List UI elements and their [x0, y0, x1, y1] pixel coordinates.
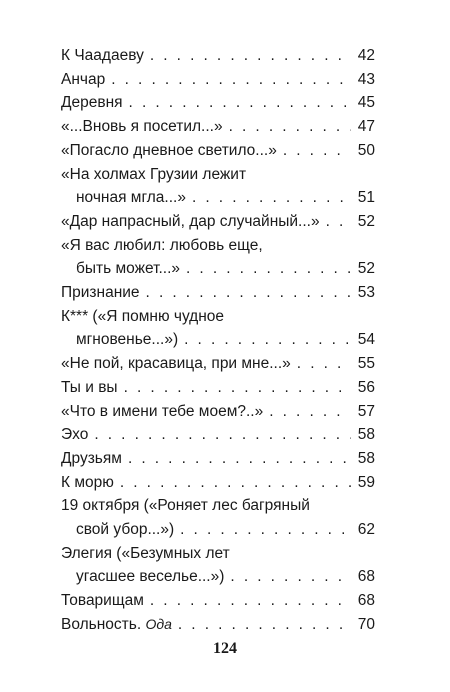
toc-page: 70: [357, 615, 375, 633]
toc-title: Анчар: [61, 70, 106, 88]
toc-entry: [61, 234, 375, 281]
leader-dots: [283, 139, 351, 163]
toc-page: 68: [357, 592, 375, 610]
toc-title: Признание: [61, 284, 140, 302]
toc-entry: [61, 115, 375, 139]
toc-entry: [61, 589, 375, 613]
toc-title-note: Ода: [145, 615, 172, 632]
toc-page: 68: [357, 568, 375, 586]
toc-title-line1: «Я вас любил: любовь еще,: [61, 236, 263, 254]
leader-dots: [94, 423, 351, 447]
toc-page: 62: [357, 521, 375, 539]
toc-entry: [61, 163, 375, 210]
toc-title: Товарищам: [61, 592, 144, 610]
leader-dots: [229, 115, 351, 139]
toc-title-line1: 19 октября («Роняет лес багряный: [61, 497, 310, 515]
toc-entry: [61, 281, 375, 305]
toc-title: свой убор...»): [76, 521, 175, 539]
leader-dots: [230, 565, 351, 589]
toc-entry: [61, 613, 375, 637]
table-of-contents: [61, 44, 375, 637]
toc-entry: [61, 542, 375, 589]
leader-dots: [184, 328, 351, 352]
toc-title: Эхо: [61, 426, 89, 444]
toc-entry: [61, 423, 375, 447]
toc-title: ночная мгла...»: [76, 189, 186, 207]
toc-entry: [61, 305, 375, 352]
toc-entry: [61, 376, 375, 400]
toc-page: 42: [357, 47, 375, 64]
toc-page: 58: [357, 449, 375, 467]
toc-title: Деревня: [61, 94, 123, 112]
toc-page: 45: [357, 94, 375, 112]
leader-dots: [111, 68, 351, 92]
leader-dots: [269, 400, 351, 424]
toc-entry: [61, 210, 375, 234]
toc-page: 58: [357, 426, 375, 444]
toc-entry: [61, 400, 375, 424]
toc-page: 52: [357, 260, 375, 278]
toc-page: 55: [357, 355, 375, 373]
toc-page: 51: [357, 189, 375, 207]
toc-title: «...Вновь я посетил...»: [61, 118, 223, 136]
toc-title-line1: К*** («Я помню чудное: [61, 307, 225, 325]
toc-entry: [61, 352, 375, 376]
toc-page: 59: [357, 473, 375, 491]
leader-dots: [192, 186, 351, 210]
toc-entry: [61, 471, 375, 495]
toc-entry: [61, 91, 375, 115]
leader-dots: [146, 281, 351, 305]
leader-dots: [150, 589, 351, 613]
toc-title-line1: Элегия («Безумных лет: [61, 544, 230, 562]
leader-dots: [129, 91, 351, 115]
toc-title: Друзьям: [61, 449, 122, 467]
toc-title-line1: «На холмах Грузии лежит: [61, 165, 247, 183]
toc-title: [61, 613, 172, 637]
leader-dots: [150, 44, 351, 68]
leader-dots: [180, 518, 351, 542]
toc-page: 43: [357, 70, 375, 88]
toc-title: «Дар напрасный, дар случайный...»: [61, 212, 320, 230]
toc-entry: [61, 447, 375, 471]
toc-title: угасшее веселье...»): [76, 568, 225, 586]
toc-title: «Что в имени тебе моем?..»: [61, 402, 264, 420]
toc-title: мгновенье...»): [76, 331, 179, 349]
leader-dots: [124, 376, 351, 400]
toc-entry: [61, 494, 375, 541]
toc-title-text: Вольность.: [61, 615, 142, 633]
toc-title: быть может...»: [76, 260, 180, 278]
toc-title: «Не пой, красавица, при мне...»: [61, 355, 291, 373]
page-number: 124: [213, 640, 237, 657]
toc-title: К Чаадаеву: [61, 47, 144, 64]
toc-title: Ты и вы: [61, 378, 118, 396]
toc-entry: [61, 139, 375, 163]
leader-dots: [297, 352, 351, 376]
toc-page: 52: [357, 212, 375, 230]
toc-page: 57: [357, 402, 375, 420]
toc-page: 54: [357, 331, 375, 349]
toc-title: К морю: [61, 473, 114, 491]
toc-title: «Погасло дневное светило...»: [61, 141, 277, 159]
toc-page: 53: [357, 284, 375, 302]
toc-page: 47: [357, 118, 375, 136]
leader-dots: [186, 257, 351, 281]
leader-dots: [128, 447, 351, 471]
toc-page: 50: [357, 141, 375, 159]
leader-dots: [326, 210, 351, 234]
toc-entry: [61, 68, 375, 92]
toc-page: 56: [357, 378, 375, 396]
leader-dots: [120, 471, 351, 495]
toc-entry: [61, 44, 375, 68]
leader-dots: [178, 613, 351, 637]
